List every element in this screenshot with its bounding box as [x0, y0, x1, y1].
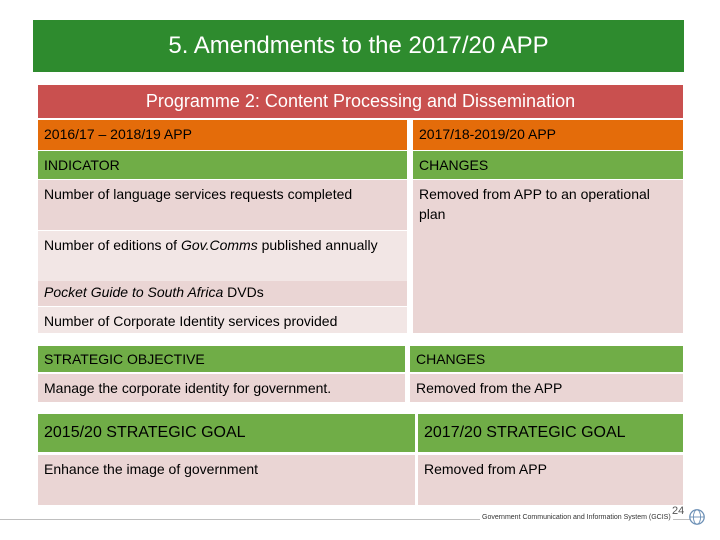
pocket-guide-text-post: DVDs	[223, 284, 264, 300]
table1-changes-header: CHANGES	[413, 151, 683, 179]
table1-header-right: 2017/18-2019/20 APP	[413, 120, 683, 150]
govcomms-title: Gov.Comms	[180, 237, 258, 253]
table3-goal-2017-header: 2017/20 STRATEGIC GOAL	[418, 414, 683, 452]
gcis-globe-icon	[688, 508, 706, 526]
table1-indicator-header: INDICATOR	[38, 151, 407, 179]
table2-objective-header: STRATEGIC OBJECTIVE	[38, 346, 405, 372]
page-number: 24	[672, 505, 685, 517]
govcomms-text-pre: Number of editions of	[44, 237, 181, 253]
indicator-pocket-guide-dvds	[38, 281, 407, 306]
table1-header-left: 2016/17 – 2018/19 APP	[38, 120, 407, 150]
objective-removed: Removed from the APP	[410, 374, 683, 402]
indicator-corporate-identity: Number of Corporate Identity services provided	[38, 307, 407, 333]
changes-removed-to-operational-plan: Removed from APP to an operational plan	[413, 180, 683, 333]
footer-org-name: Government Communication and Information System (GCIS)	[482, 514, 671, 521]
slide-title: 5. Amendments to the 2017/20 APP	[33, 20, 684, 72]
goal-removed: Removed from APP	[418, 455, 683, 505]
pocket-guide-title: Pocket Guide to South Africa	[44, 284, 224, 300]
table3-goal-2015-header: 2015/20 STRATEGIC GOAL	[38, 414, 415, 452]
indicator-language-services: Number of language services requests completed	[38, 180, 407, 230]
govcomms-text-post: published annually	[257, 237, 378, 253]
goal-enhance-image: Enhance the image of government	[38, 455, 415, 505]
table2-changes-header: CHANGES	[410, 346, 683, 372]
programme-banner: Programme 2: Content Processing and Dissemination	[38, 85, 683, 118]
objective-corporate-identity: Manage the corporate identity for government.	[38, 374, 405, 402]
indicator-govcomms-editions	[38, 231, 407, 281]
